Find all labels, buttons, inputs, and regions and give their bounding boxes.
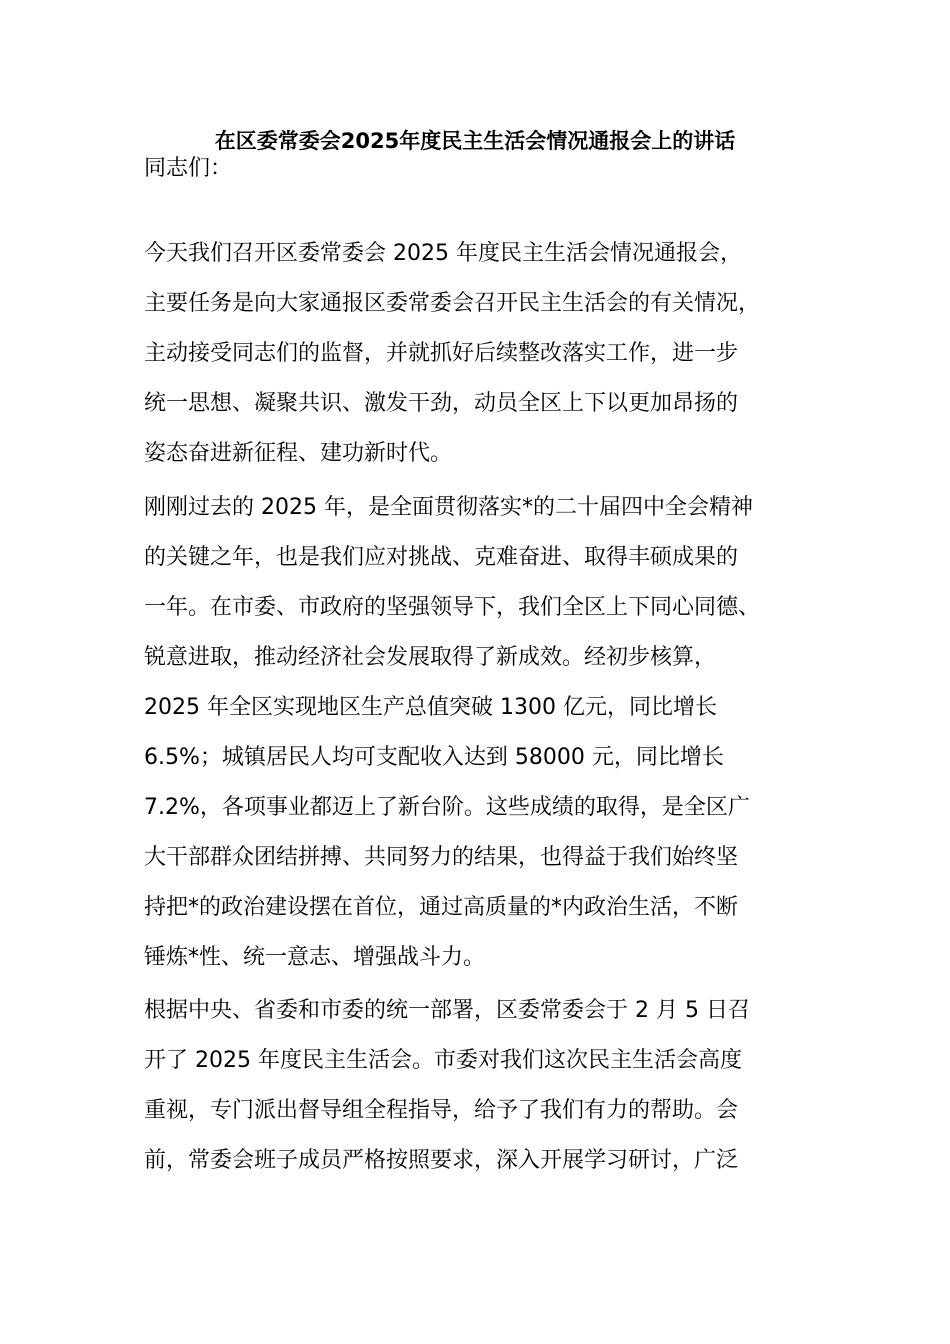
text-line: 锤炼*性、统一意志、增强战斗力。 xyxy=(144,945,486,970)
text-line: 姿态奋进新征程、建功新时代。 xyxy=(144,441,453,466)
text-line: 重视，专门派出督导组全程指导，给予了我们有力的帮助。会 xyxy=(144,1098,739,1123)
greeting: 同志们： xyxy=(144,156,233,181)
paragraph-1 xyxy=(144,229,824,479)
text-line: 前，常委会班子成员严格按照要求，深入开展学习研讨，广泛 xyxy=(144,1148,739,1173)
text-line: 主动接受同志们的监督，并就抓好后续整改落实工作，进一步 xyxy=(144,341,739,366)
text-line: 一年。在市委、市政府的坚强领导下，我们全区上下同心同德、 xyxy=(144,595,761,620)
text-line: 根据中央、省委和市委的统一部署，区委常委会于 2 月 5 日召 xyxy=(144,998,750,1023)
text-line: 统一思想、凝聚共识、激发干劲，动员全区上下以更加昂扬的 xyxy=(144,391,739,416)
text-line: 6.5%；城镇居民人均可支配收入达到 58000 元，同比增长 xyxy=(144,745,724,770)
text-line: 今天我们召开区委常委会 2025 年度民主生活会情况通报会， xyxy=(144,241,742,266)
text-line: 开了 2025 年度民主生活会。市委对我们这次民主生活会高度 xyxy=(144,1048,742,1073)
text-line: 锐意进取，推动经济社会发展取得了新成效。经初步核算， xyxy=(144,645,717,670)
text-line: 主要任务是向大家通报区委常委会召开民主生活会的有关情况， xyxy=(144,291,761,316)
text-line: 2025 年全区实现地区生产总值突破 1300 亿元，同比增长 xyxy=(144,695,717,720)
text-line: 7.2%，各项事业都迈上了新台阶。这些成绩的取得，是全区广 xyxy=(144,795,750,820)
paragraph-2 xyxy=(144,483,824,983)
text-line: 的关键之年，也是我们应对挑战、克难奋进、取得丰硕成果的 xyxy=(144,545,739,570)
document-title: 在区委常委会2025年度民主生活会情况通报会上的讲话 xyxy=(214,129,736,153)
text-line: 刚刚过去的 2025 年，是全面贯彻落实*的二十届四中全会精神 xyxy=(144,495,753,520)
text-line: 大干部群众团结拼搏、共同努力的结果，也得益于我们始终坚 xyxy=(144,845,739,870)
paragraph-3 xyxy=(144,986,824,1186)
text-line: 持把*的政治建设摆在首位，通过高质量的*内政治生活，不断 xyxy=(144,895,739,920)
